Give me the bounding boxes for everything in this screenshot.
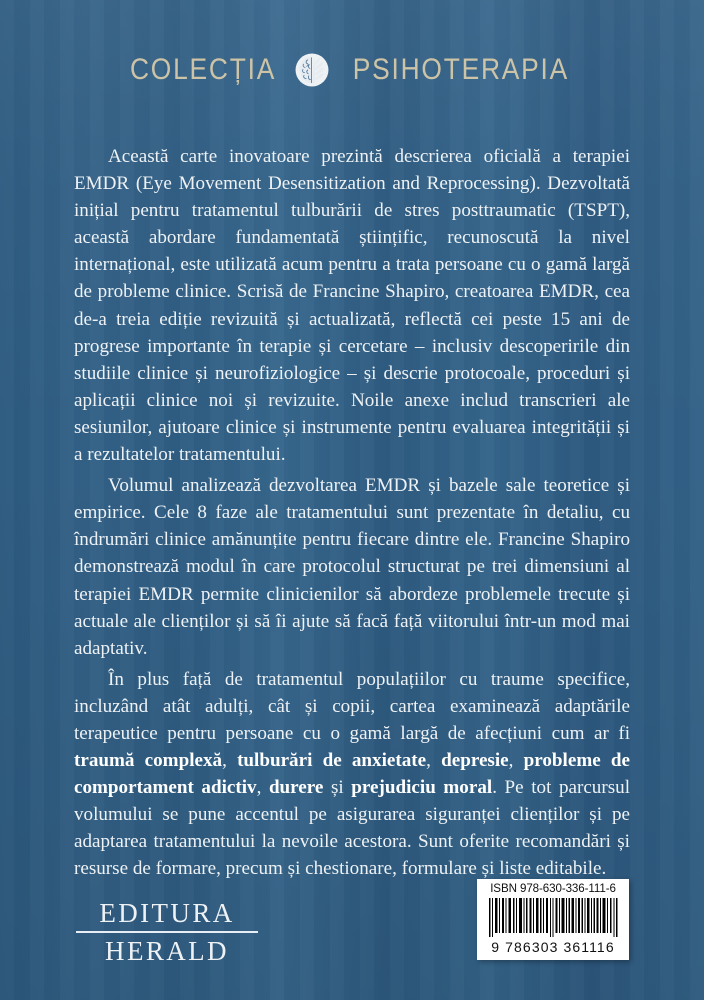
condition-trauma-complexa: traumă complexă	[74, 750, 223, 772]
blurb-p3-sep-1: ,	[222, 750, 238, 772]
publisher-name-line1: EDITURA	[99, 898, 235, 928]
blurb-p3-sep-4: ,	[256, 777, 269, 799]
publisher-logo	[74, 898, 260, 967]
collection-word-left: COLECȚIA	[130, 53, 277, 86]
blurb-p3-lead: În plus față de tratamentul populațiilor cu traume specifice, incluzând atât adulți, cât și copii, cartea examinează adaptările terapeutice pentru persoane cu o gamă largă de afecțiuni cum ar fi	[74, 668, 630, 744]
condition-depresie: depresie	[441, 750, 509, 772]
blurb-paragraph-1	[74, 143, 630, 468]
barcode-bars-icon	[488, 898, 619, 937]
blurb-p3-sep-2: ,	[426, 750, 442, 772]
blurb-p3-sep-5: și	[323, 777, 352, 799]
condition-prejudiciu-moral: prejudiciu moral	[351, 777, 493, 799]
back-cover-blurb	[74, 143, 630, 883]
condition-comportament-adictiv: probleme de comportament adictiv	[74, 750, 630, 799]
condition-durere: durere	[268, 777, 324, 799]
isbn-number: ISBN 978-630-336-111-6	[490, 882, 616, 895]
blurb-p3-sep-3: ,	[508, 750, 524, 772]
publisher-name-line2: HERALD	[105, 935, 229, 966]
publisher-divider	[76, 931, 258, 933]
blurb-paragraph-3	[74, 666, 630, 883]
blurb-p1-text: Această carte inovatoare prezintă descrierea oficială a terapiei EMDR (Eye Movement Desensitization and Reprocessing). Dezvoltată inițial pentru tratamentul tulburării de stres posttraumatic (TSPT), această abordare fundamentată științific, recunoscută la nivel internațional, este utilizată acum pentru a trata persoane cu o gamă largă de probleme clinice. Scrisă de Francine Shapiro, creatoarea EMDR, cea de-a treia ediție revizuită și actualizată, reflectă cei peste 15 ani de progrese importante în terapie și cercetare – inclusiv descoperirile din studiile clinice și neurofiziologice – și descrie protocoale, proceduri și aplicații clinice noi și revizuite. Noile anexe includ transcrieri ale sesiunilor, ajutoare clinice și instrumente pentru evaluarea integrității și a rezultatelor tratamentului.	[74, 146, 630, 466]
isbn-barcode-block	[477, 879, 629, 960]
blurb-p3-tail: . Pe tot parcursul volumului se pune accentul pe asigurarea siguranței clienților și pe adaptarea tratamentului la nevoile acestora. Sunt oferite recomandări și resurse de formare, precum și chestionare, formulare și liste editabile.	[74, 777, 630, 880]
collection-word-right: PSIHOTERAPIA	[352, 53, 570, 86]
condition-tulburari-anxietate: tulburări de anxietate	[237, 750, 427, 772]
ean-digits: 9 786303 361116	[491, 939, 615, 955]
brain-leaf-logo-icon	[295, 53, 329, 87]
collection-header	[0, 48, 704, 92]
blurb-p2-text: Volumul analizează dezvoltarea EMDR și bazele sale teoretice și empirice. Cele 8 faze ale tratamentului sunt prezentate în detaliu, cu îndrumări clinice amănunțite pentru fiecare dintre ele. Francine Shapiro demonstrează modul în care protocolul structurat pe trei dimensiuni al terapiei EMDR permite clinicienilor să abordeze problemele trecute și actuale ale clienților și să îi ajute să facă față viitorului într-un mod mai adaptativ.	[74, 475, 630, 659]
blurb-paragraph-2	[74, 472, 630, 662]
